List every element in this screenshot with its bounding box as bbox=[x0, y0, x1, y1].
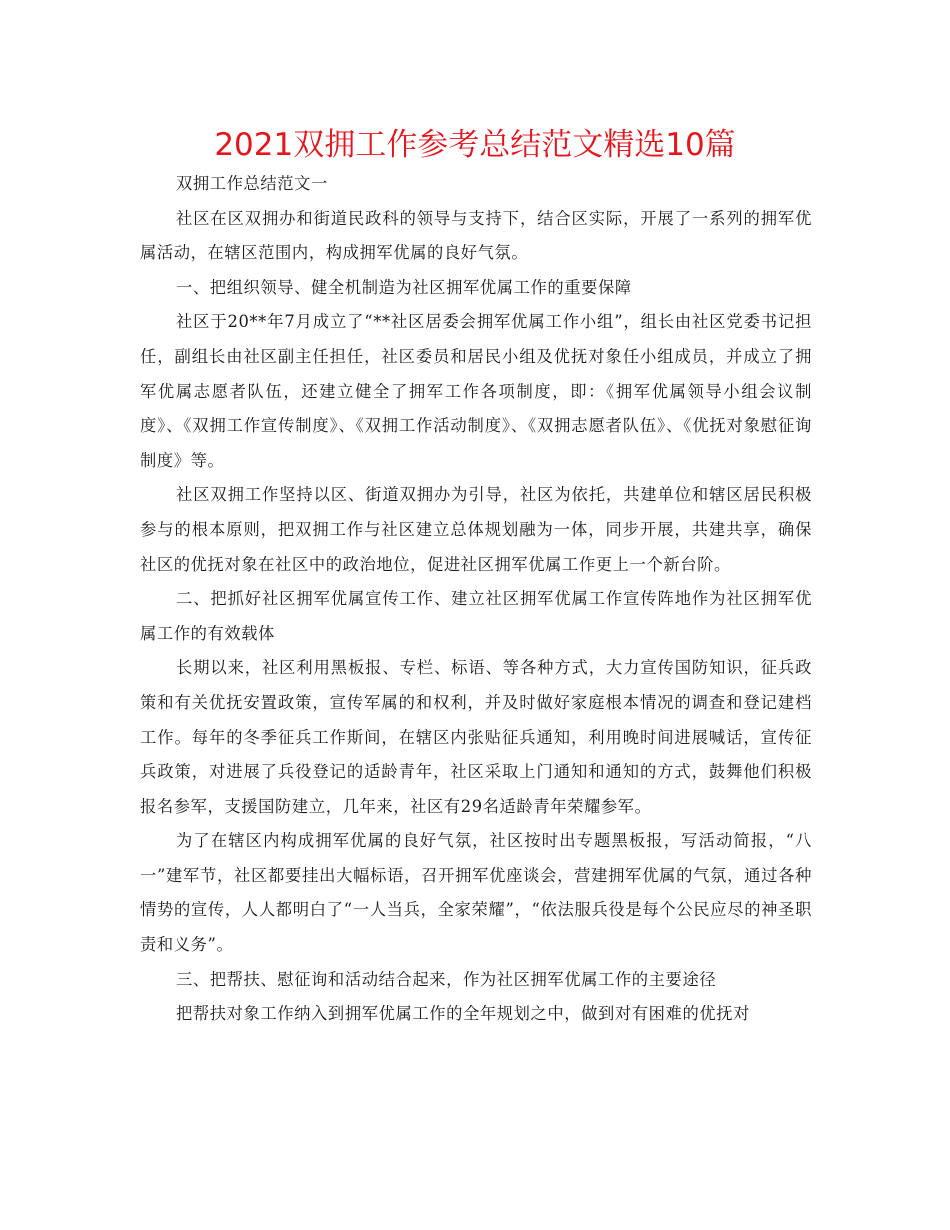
paragraph: 社区双拥工作坚持以区、街道双拥办为引导，社区为依托，共建单位和辖区居民积极参与的根本原则，把双拥工作与社区建立总体规划融为一体，同步开展，共建共享，确保社区的优抚对象在社区中的政治地位，促进社区拥军优属工作更上一个新台阶。 bbox=[140, 485, 812, 574]
paragraph: 为了在辖区内构成拥军优属的良好气氛，社区按时出专题黑板报，写活动简报，“八一”建军节，社区都要挂出大幅标语，召开拥军优座谈会，营建拥军优属的气氛，通过各种情势的宣传，人人都明白了“一人当兵，全家荣耀”，“依法服兵役是每个公民应尽的神圣职责和义务”。 bbox=[140, 831, 812, 955]
document-body bbox=[140, 167, 812, 1032]
section-heading: 一、把组织领导、健全机制造为社区拥军优属工作的重要保障 bbox=[176, 277, 632, 297]
paragraph: 社区于20**年7月成立了“**社区居委会拥军优属工作小组”，组长由社区党委书记担任，副组长由社区副主任担任，社区委员和居民小组及优抚对象任小组成员，并成立了拥军优属志愿者队伍，还建立健全了拥军工作各项制度，即：《拥军优属领导小组会议制度》、《双拥工作宣传制度》、《双拥工作活动制度》、《双拥志愿者队伍》、《优抚对象慰征询制度》等。 bbox=[140, 312, 812, 470]
paragraph-subtitle: 双拥工作总结范文一 bbox=[176, 174, 328, 193]
section-heading: 三、把帮扶、慰征询和活动结合起来，作为社区拥军优属工作的主要途径 bbox=[176, 969, 717, 989]
paragraph: 把帮扶对象工作纳入到拥军优属工作的全年规划之中，做到对有困难的优抚对 bbox=[176, 1004, 750, 1024]
section-heading: 二、把抓好社区拥军优属宣传工作、建立社区拥军优属工作宣传阵地作为社区拥军优属工作的有效载体 bbox=[140, 589, 812, 643]
paragraph: 社区在区双拥办和街道民政科的领导与支持下，结合区实际，开展了一系列的拥军优属活动，在辖区范围内，构成拥军优属的良好气氛。 bbox=[140, 208, 812, 263]
document-title: 2021双拥工作参考总结范文精选10篇 bbox=[214, 127, 736, 163]
paragraph: 长期以来，社区利用黑板报、专栏、标语、等各种方式，大力宣传国防知识，征兵政策和有关优抚安置政策，宣传军属的和权利，并及时做好家庭根本情况的调查和登记建档工作。每年的冬季征兵工作斯间，在辖区内张贴征兵通知，利用晚时间进展喊话，宣传征兵政策，对进展了兵役登记的适龄青年，社区采取上门通知和通知的方式，鼓舞他们积极报名参军，支援国防建立，几年来，社区有29名适龄青年荣耀参军。 bbox=[140, 658, 812, 816]
